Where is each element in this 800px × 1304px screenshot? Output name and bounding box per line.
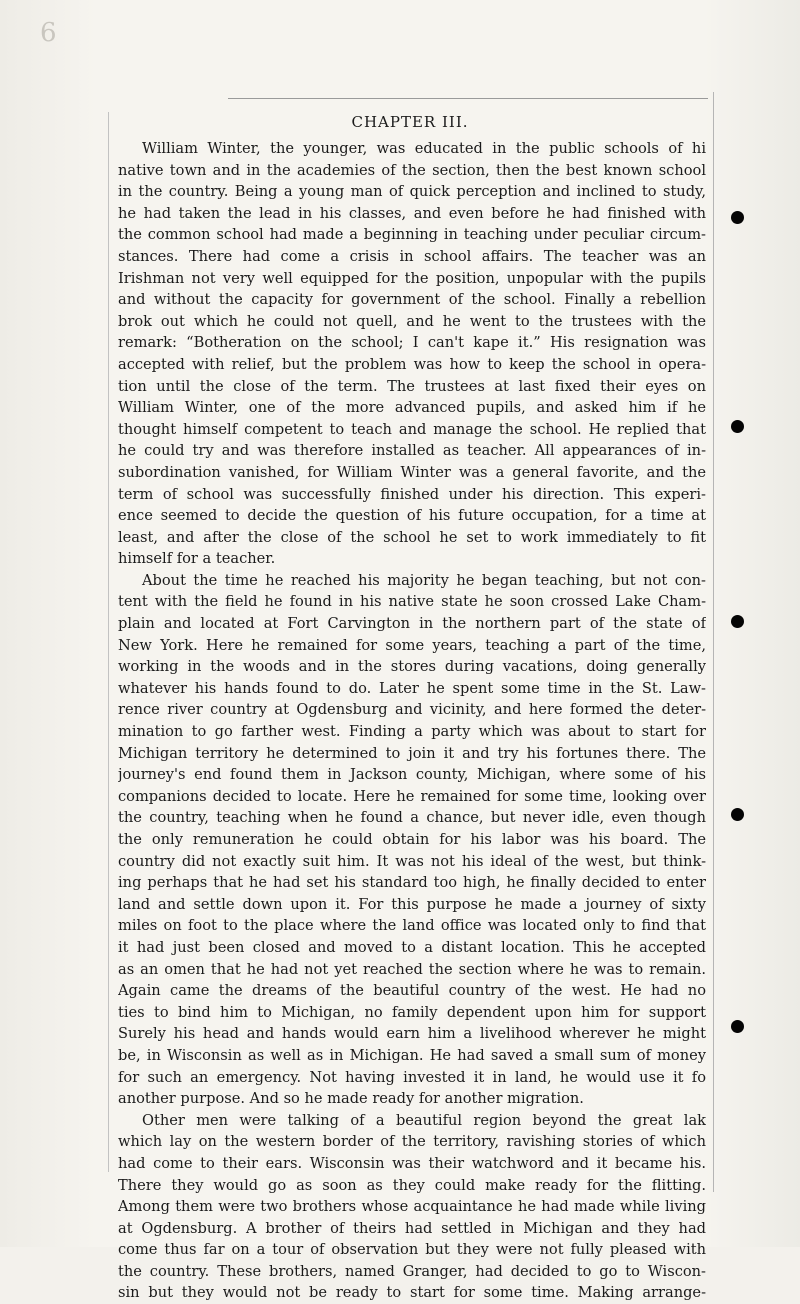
chapter-title: CHAPTER III. [351, 113, 469, 131]
text-line: New York. Here he remained for some years, teaching a part of the time, [118, 636, 706, 654]
text-line: the only remuneration he could obtain for his labor was his board. The [118, 831, 706, 848]
text-line: himself for a teacher. [118, 550, 276, 568]
text-line: William Winter, the younger, was educated in the public schools of hi [142, 140, 706, 157]
text-line: Michigan territory he determined to join it and try his fortunes there. The [118, 744, 706, 762]
text-line: had come to their ears. Wisconsin was their watchword and it became his. [118, 1154, 706, 1172]
text-line: whatever his hands found to do. Later he spent some time in the St. Law- [118, 679, 706, 697]
text-line: come thus far on a tour of observation but they were not fully pleased with [118, 1241, 706, 1259]
text-line: be, in Wisconsin as well as in Michigan. He had saved a small sum of money [118, 1046, 706, 1064]
text-line: tent with the field he found in his native state he soon crossed Lake Cham- [118, 593, 706, 611]
text-line: native town and in the academies of the section, then the best known school [118, 161, 706, 179]
text-line: the country, teaching when he found a chance, but never idle, even though [118, 809, 706, 827]
text-line: sin but they would not be ready to start for some time. Making arrange- [118, 1284, 706, 1302]
right-margin-line [713, 92, 714, 1192]
text-line: remark: “Botheration on the school; I can't kape it.” His resignation was [118, 334, 706, 352]
text-line: least, and after the close of the school he set to work immediately to fit [118, 528, 706, 546]
text-line: ence seemed to decide the question of his future occupation, for a time at [118, 507, 706, 525]
text-line: land and settle down upon it. For this purpose he made a journey of sixty [118, 895, 706, 913]
binder-hole-icon [731, 808, 744, 821]
text-line: Surely his head and hands would earn him a livelihood wherever he might [118, 1025, 706, 1043]
text-line: miles on foot to the place where the land office was located only to find that [118, 917, 706, 935]
text-line: term of school was successfully finished under his direction. This experi- [118, 485, 706, 503]
text-line: stances. There had come a crisis in school affairs. The teacher was an [118, 247, 706, 265]
text-line: ties to bind him to Michigan, no family dependent upon him for support [118, 1003, 706, 1021]
text-line: There they would go as soon as they could make ready for the flitting. [118, 1176, 706, 1194]
text-line: at Ogdensburg. A brother of theirs had settled in Michigan and they had [118, 1219, 706, 1237]
text-line: for such an emergency. Not having invested it in land, he would use it fo [118, 1068, 706, 1086]
text-line: country did not exactly suit him. It was not his ideal of the west, but think- [118, 852, 706, 870]
text-line: Other men were talking of a beautiful region beyond the great lak [142, 1111, 706, 1129]
text-line: accepted with relief, but the problem was how to keep the school in opera- [118, 355, 706, 373]
text-line: in the country. Being a young man of quick perception and inclined to study, [118, 183, 706, 201]
text-line: Again came the dreams of the beautiful country of the west. He had no [118, 982, 706, 1000]
text-line: another purpose. And so he made ready for another migration. [118, 1090, 584, 1108]
text-line: journey's end found them in Jackson county, Michigan, where some of his [118, 766, 706, 784]
binder-hole-icon [731, 615, 744, 628]
text-line: he could try and was therefore installed as teacher. All appearances of in- [118, 442, 706, 460]
text-line: brok out which he could not quell, and he went to the trustees with the [118, 312, 706, 330]
text-line: About the time he reached his majority he began teaching, but not con- [142, 571, 706, 589]
text-line: working in the woods and in the stores during vacations, doing generally [118, 658, 706, 676]
text-line: and without the capacity for government of the school. Finally a rebellion [118, 291, 706, 309]
text-line: companions decided to locate. Here he remained for some time, looking over [118, 787, 706, 805]
binder-hole-icon [731, 420, 744, 433]
body-text [118, 138, 706, 1304]
text-line: Among them were two brothers whose acquaintance he had made while living [118, 1198, 706, 1216]
text-line: William Winter, one of the more advanced pupils, and asked him if he [118, 399, 706, 417]
text-line: Irishman not very well equipped for the position, unpopular with the pupils [118, 269, 706, 287]
text-line: mination to go farther west. Finding a party which was about to start for [118, 723, 706, 741]
text-line: tion until the close of the term. The trustees at last fixed their eyes on [118, 377, 706, 395]
text-line: the country. These brothers, named Granger, had decided to go to Wiscon- [118, 1262, 706, 1280]
page-number: 6 [40, 18, 57, 48]
left-margin-line [108, 112, 109, 1172]
text-line: which lay on the western border of the territory, ravishing stories of which [118, 1133, 706, 1151]
text-line: thought himself competent to teach and manage the school. He replied that [118, 420, 706, 438]
text-line: as an omen that he had not yet reached the section where he was to remain. [118, 960, 706, 978]
text-line: he had taken the lead in his classes, and even before he had finished with [118, 204, 706, 222]
binder-hole-icon [731, 211, 744, 224]
binder-hole-icon [731, 1020, 744, 1033]
top-rule [228, 98, 708, 99]
text-line: plain and located at Fort Carvington in the northern part of the state of [118, 615, 706, 633]
text-line: ing perhaps that he had set his standard too high, he finally decided to enter [118, 874, 706, 892]
text-line: rence river country at Ogdensburg and vicinity, and here formed the deter- [118, 701, 706, 719]
text-line: the common school had made a beginning in teaching under peculiar circum- [118, 226, 706, 244]
text-line: subordination vanished, for William Winter was a general favorite, and the [118, 463, 706, 481]
text-line: it had just been closed and moved to a distant location. This he accepted [118, 938, 706, 956]
